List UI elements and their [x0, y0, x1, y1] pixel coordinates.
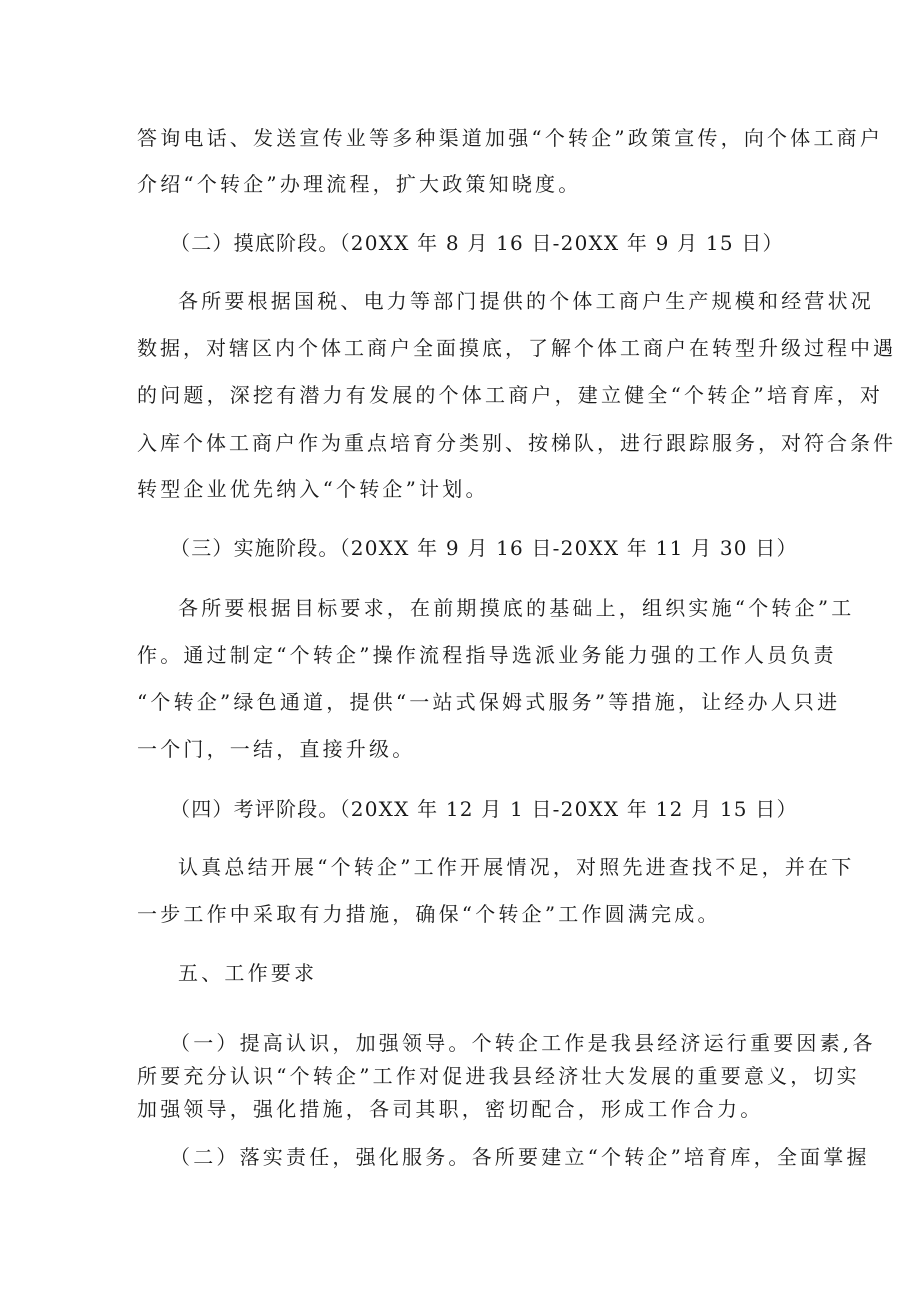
paragraph-3-line-2: 数据，对辖区内个体工商户全面摸底，了解个体工商户在转型升级过程中遇	[137, 336, 896, 360]
paragraph-5-line-1: 各所要根据目标要求，在前期摸底的基础上，组织实施“个转企”工	[178, 596, 855, 620]
paragraph-5-line-3: “个转企”绿色通道，提供“一站式保姆式服务”等措施，让经办人只进	[137, 690, 841, 714]
paragraph-1-line-2: 介绍“个转企”办理流程，扩大政策知晓度。	[137, 172, 582, 196]
section-title-work-requirements: 五、工作要求	[178, 961, 318, 985]
paragraph-7-line-1: 认真总结开展“个转企”工作开展情况，对照先进查找不足，并在下	[178, 855, 855, 879]
paragraph-9-line-1: （一）提高认识，加强领导。个转企工作是我县经济运行重要因素,各	[170, 1031, 876, 1055]
paragraph-5-line-4: 一个门，一结，直接升级。	[137, 737, 416, 761]
paragraph-3-line-4: 入库个体工商户作为重点培育分类别、按梯队，进行跟踪服务，对符合条件	[137, 431, 896, 455]
paragraph-3-line-3: 的问题，深挖有潜力有发展的个体工商户，建立健全“个转企”培育库，对	[137, 383, 884, 407]
paragraph-9-line-3: 加强领导，强化措施，各司其职，密切配合，形成工作合力。	[137, 1097, 764, 1121]
paragraph-1-line-1: 答询电话、发送宣传业等多种渠道加强“个转企”政策宣传，向个体工商户	[137, 126, 884, 150]
paragraph-3-line-1: 各所要根据国税、电力等部门提供的个体工商户生产规模和经营状况	[178, 289, 874, 313]
section-heading-kaoping: （四）考评阶段。（20XX 年 12 月 1 日-20XX 年 12 月 15 日）	[170, 797, 798, 821]
paragraph-5-line-2: 作。通过制定“个转企”操作流程指导选派业务能力强的工作人员负责	[137, 643, 837, 667]
paragraph-7-line-2: 一步工作中采取有力措施，确保“个转企”工作圆满完成。	[137, 902, 721, 926]
section-heading-shishi: （三）实施阶段。（20XX 年 9 月 16 日-20XX 年 11 月 30 日）	[170, 536, 798, 560]
section-heading-mopai: （二）摸底阶段。（20XX 年 8 月 16 日-20XX 年 9 月 15 日）	[170, 231, 784, 255]
paragraph-3-line-5: 转型企业优先纳入“个转企”计划。	[137, 477, 489, 501]
paragraph-9-line-2: 所要充分认识“个转企”工作对促进我县经济壮大发展的重要意义，切实	[137, 1064, 860, 1088]
paragraph-10-line-1: （二）落实责任，强化服务。各所要建立“个转企”培育库，全面掌握	[170, 1145, 870, 1169]
